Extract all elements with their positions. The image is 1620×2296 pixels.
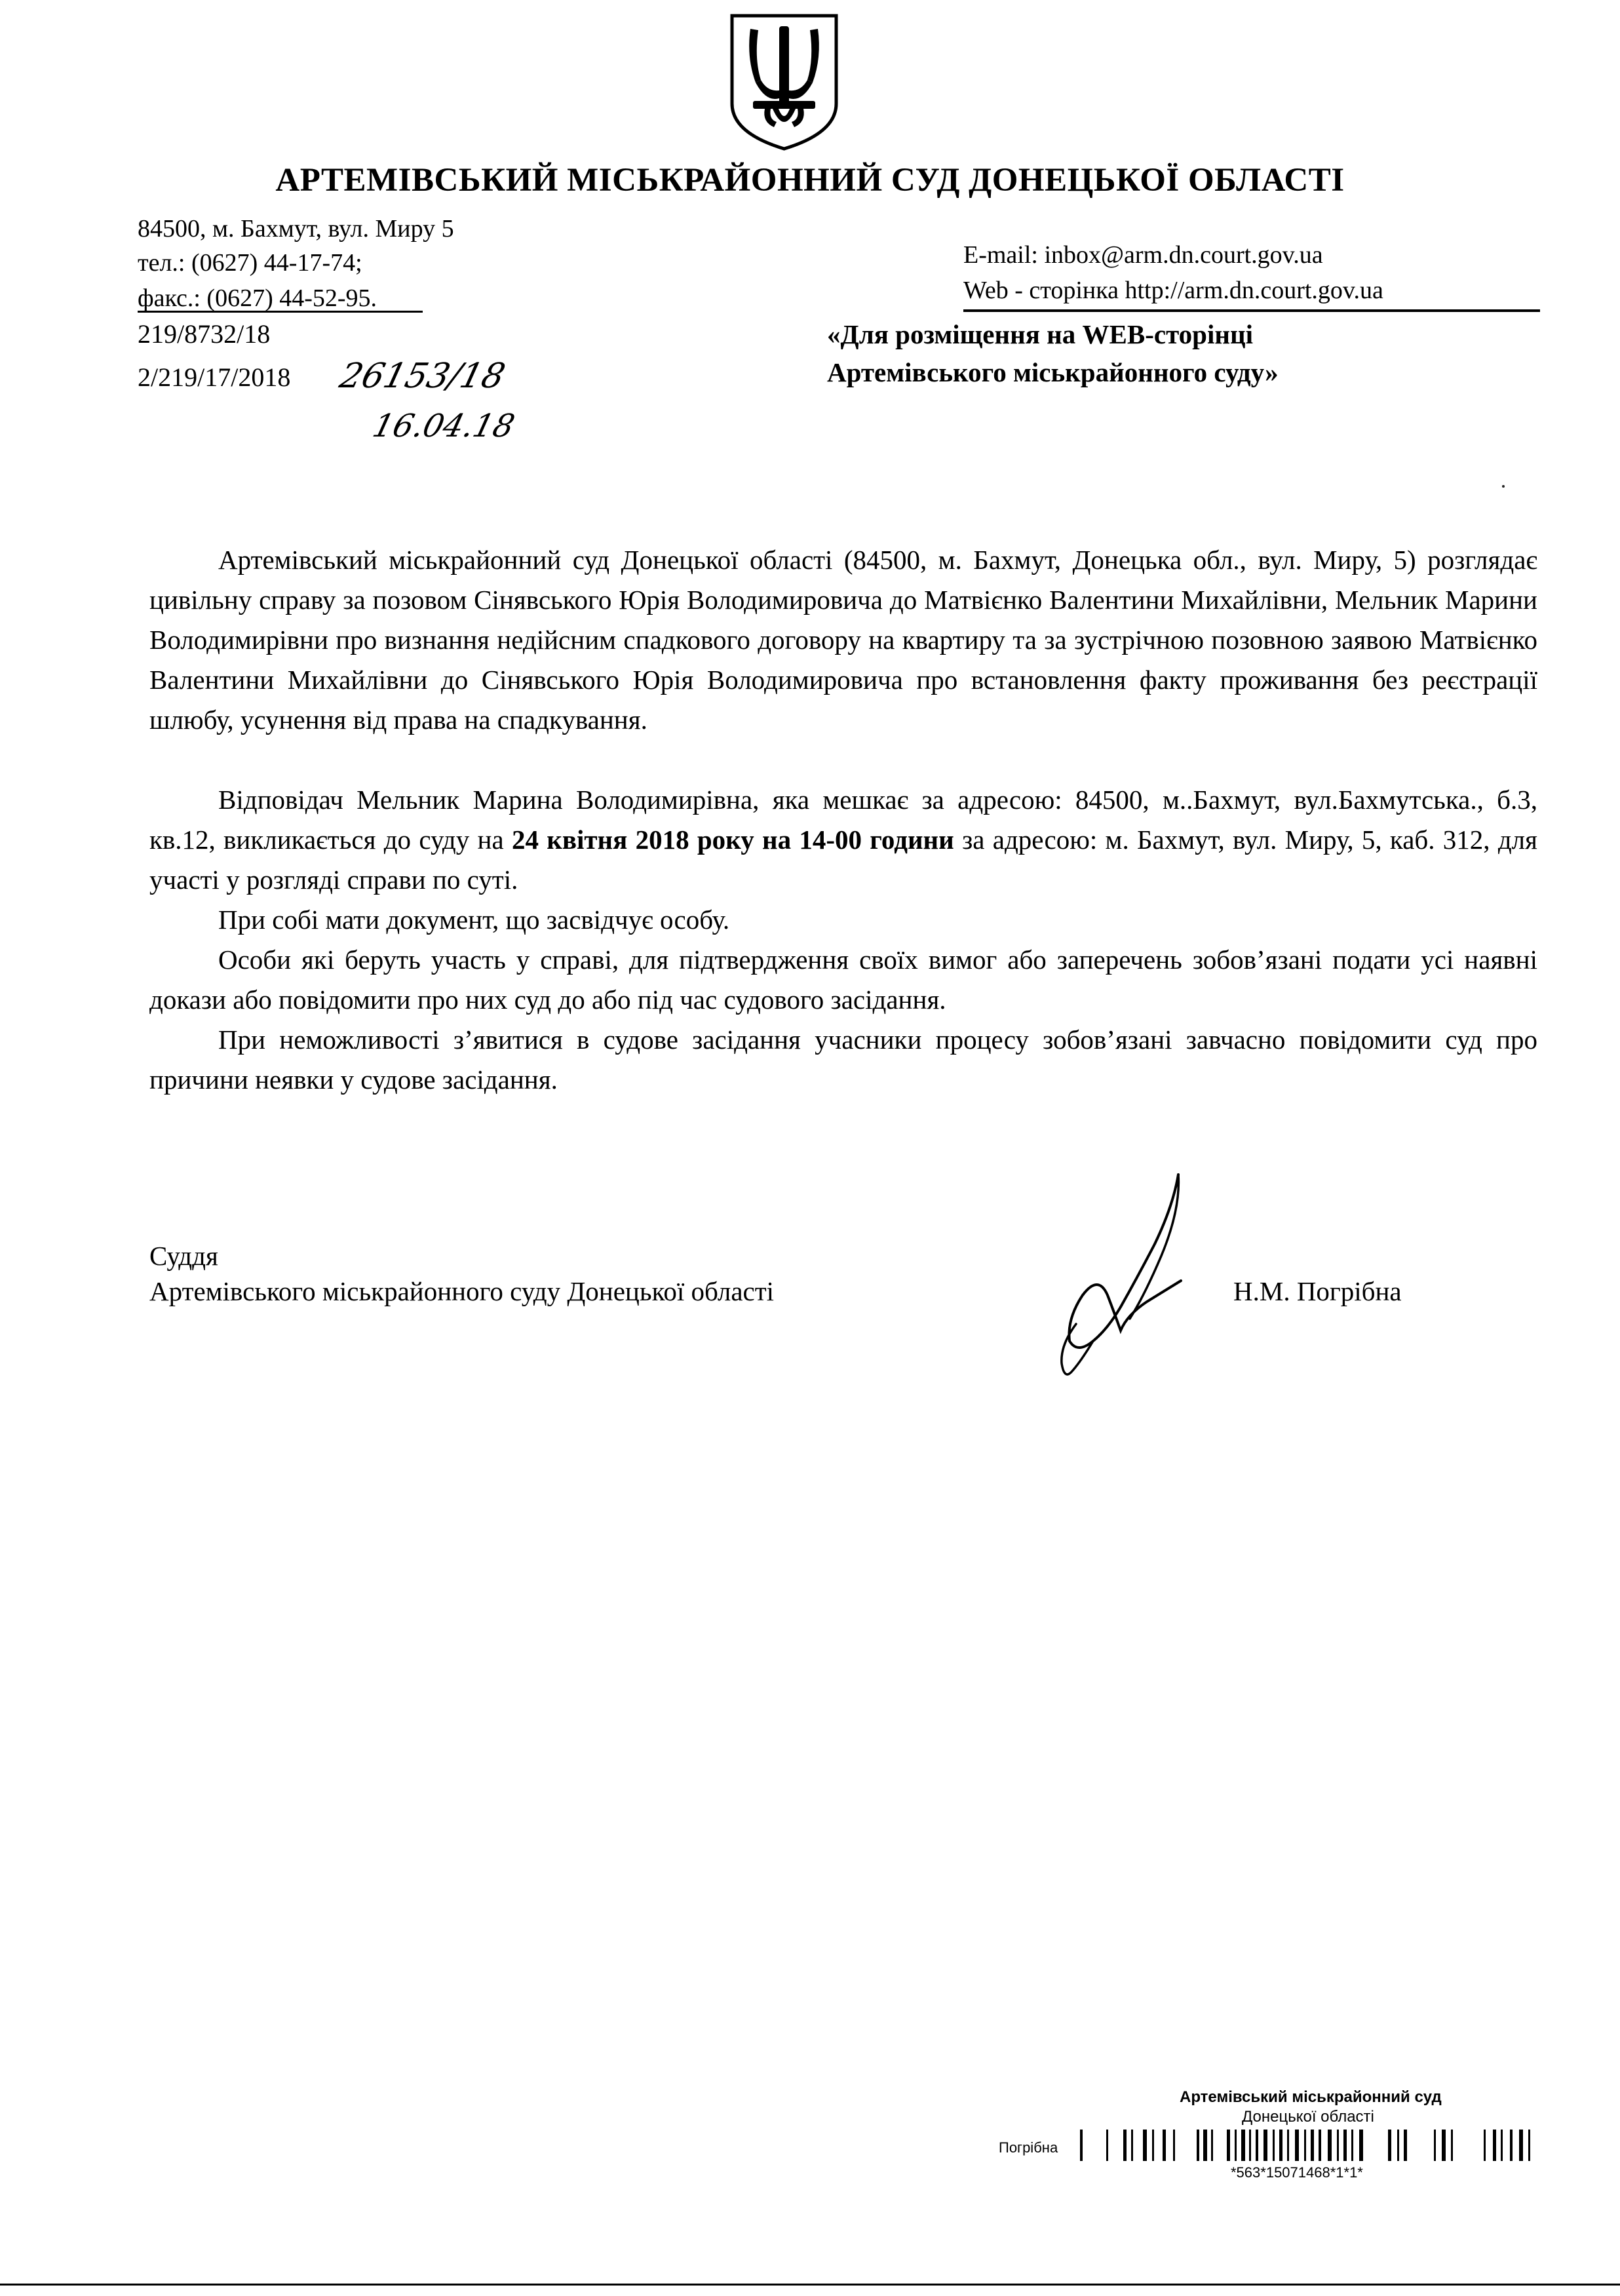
court-website: Web - сторінка http://arm.dn.court.gov.ua — [963, 277, 1383, 304]
scan-speck — [1502, 485, 1505, 488]
stamp-region-line: Донецької області — [1242, 2108, 1374, 2126]
judge-title: Суддя — [149, 1241, 218, 1271]
stamp-court-line: Артемівський міськрайонний суд — [1180, 2088, 1442, 2106]
body-paragraph-1: Артемівський міськрайонний суд Донецької області (84500, м. Бахмут, Донецька обл., вул. Миру, 5) розглядає цивільну справу за позовом Сінявського Юрія Володимировича до Матвієнко Валентини Михайлівни, Мельник Марини Володимирівни про визнання недійсним спадкового договору на квартиру та за зустрічною позовною заявою Матвієнко Валентини Михайлівни до Сінявського Юрія Володимировича про встановлення факту проживання без реєстрації шлюбу, усунення від права на спадкування. — [149, 545, 1537, 735]
court-name-heading: АРТЕМІВСЬКИЙ МІСЬКРАЙОННИЙ СУД ДОНЕЦЬКОЇ ОБЛАСТІ — [275, 162, 1345, 199]
judge-court: Артемівського міськрайонного суду Донецької області — [149, 1276, 775, 1306]
body-paragraph-2 — [149, 780, 1537, 900]
addressee-line-2: Артемівського міськрайонного суду» — [827, 357, 1279, 387]
case-number: 219/8732/18 — [138, 319, 271, 349]
court-email: E-mail: inbox@arm.dn.court.gov.ua — [963, 241, 1323, 269]
header-divider-left — [138, 311, 423, 313]
court-address: 84500, м. Бахмут, вул. Миру 5 — [138, 215, 454, 243]
coat-of-arms-icon — [727, 12, 841, 153]
header-divider-right — [963, 309, 1540, 312]
stamp-judge-name: Погрібна — [999, 2139, 1058, 2156]
judge-signature-icon — [1009, 1167, 1225, 1390]
handwritten-registration-number: 26153/18 — [336, 357, 509, 396]
paragraph-2-text-end: за адресою: м. Бахмут, вул. Миру, 5, каб. 312, для участі у розгляді справи по суті. — [149, 825, 1537, 895]
body-paragraph-3: При собі мати документ, що засвідчує особу. — [218, 905, 730, 935]
court-fax: факс.: (0627) 44-52-95. — [138, 284, 377, 312]
court-phone: тел.: (0627) 44-17-74; — [138, 249, 362, 277]
body-paragraph-4: Особи які беруть участь у справі, для підтвердження своїх вимог або заперечень зобов’язані подати усі наявні докази або повідомити про них суд до або під час судового засідання. — [149, 944, 1537, 1015]
judge-name: Н.М. Погрібна — [1233, 1276, 1402, 1306]
barcode-caption: *563*15071468*1*1* — [1231, 2164, 1363, 2181]
body-paragraph-5: При неможливості з’явитися в судове засідання учасники процесу зобов’язані завчасно повідомити суд про причини неявки у судове засідання. — [149, 1024, 1537, 1095]
paragraph-2-text-start: Відповідач Мельник Марина Володимирівна, яка мешкає за адресою: 84500, м..Бахмут, вул.Бахмутська., б.3, кв.12, викликається до суду на — [149, 785, 1537, 855]
barcode-icon — [1080, 2127, 1565, 2164]
page-bottom-edge — [0, 2284, 1620, 2286]
proceeding-number: 2/219/17/2018 — [138, 362, 291, 392]
addressee-line-1: «Для розміщення на WEB-сторінці — [827, 319, 1253, 349]
handwritten-registration-date: 16.04.18 — [369, 408, 518, 444]
hearing-date-time: 24 квітня 2018 року на 14-00 години — [511, 825, 954, 855]
